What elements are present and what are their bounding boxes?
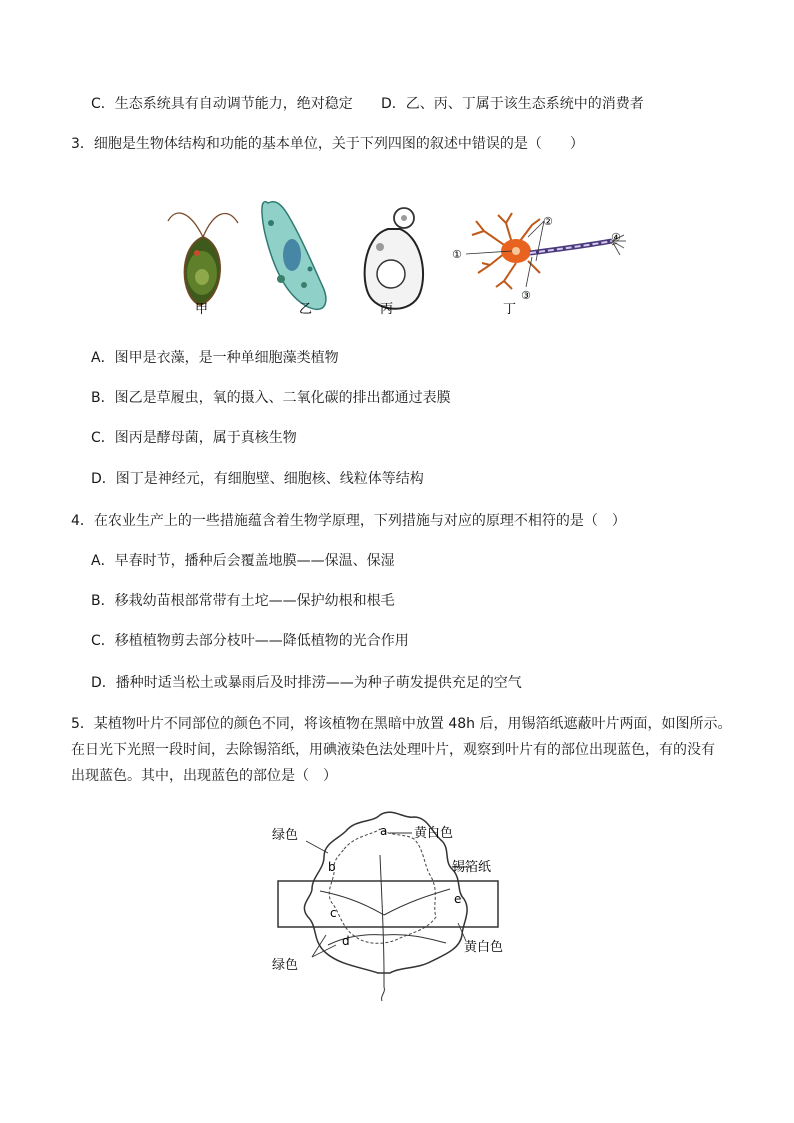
point-letter-d: d (342, 934, 350, 948)
question-3-option-d: D．图丁是神经元，有细胞壁、细胞核、线粒体等结构 (91, 471, 424, 487)
question-5-stem-line-3: 出现蓝色。其中，出现蓝色的部位是（ ） (71, 768, 337, 784)
figure-label-ding: 丁 (503, 302, 517, 317)
question-3-stem: 3．细胞是生物体结构和功能的基本单位，关于下列四图的叙述中错误的是（ ） (71, 136, 584, 152)
figure-label-bing: 丙 (380, 302, 394, 317)
label-yellow-white-top: 黄白色 (414, 826, 454, 841)
figure-label-yi: 乙 (299, 302, 313, 317)
point-letter-e: e (454, 892, 462, 906)
figure-label-jia: 甲 (195, 302, 209, 317)
question-4-stem: 4．在农业生产上的一些措施蕴含着生物学原理，下列措施与对应的原理不相符的是（ ） (71, 513, 626, 529)
question-4-option-c: C．移植植物剪去部分枝叶——降低植物的光合作用 (91, 633, 409, 649)
question-4-option-b: B．移栽幼苗根部常带有土坨——保护幼根和根毛 (91, 593, 395, 609)
yeast-image (365, 208, 423, 309)
option-d-consumers: D．乙、丙、丁属于该生态系统中的消费者 (381, 96, 644, 112)
question-4-option-d: D．播种时适当松土或暴雨后及时排涝——为种子萌发提供充足的空气 (91, 675, 522, 691)
neuron-marker-4: ④ (611, 231, 621, 244)
question-3-option-c: C．图丙是酵母菌，属于真核生物 (91, 430, 297, 446)
leaf-figure (0, 805, 794, 1005)
paramecium-image (262, 202, 326, 310)
question-3-option-b: B．图乙是草履虫，氧的摄入、二氧化碳的排出都通过表膜 (91, 390, 451, 406)
neuron-marker-1: ① (452, 248, 462, 261)
chlamydomonas-image (168, 213, 238, 305)
question-5-stem-line-1: 5．某植物叶片不同部位的颜色不同，将该植物在黑暗中放置 48h 后，用锡箔纸遮蔽叶片两面，如图所示。 (71, 716, 732, 732)
question-3-figure (0, 185, 794, 325)
point-letter-b: b (328, 860, 336, 874)
neuron-marker-3: ③ (521, 289, 531, 302)
neuron-marker-2: ② (543, 215, 553, 228)
question-5-stem-line-2: 在日光下光照一段时间，去除锡箔纸，用碘液染色法处理叶片，观察到叶片有的部位出现蓝色，有的没有 (71, 742, 715, 758)
question-3-option-a: A．图甲是衣藻，是一种单细胞藻类植物 (91, 350, 339, 366)
question-4-option-a: A．早春时节，播种后会覆盖地膜——保温、保湿 (91, 553, 395, 569)
label-green-top: 绿色 (272, 828, 299, 843)
label-green-bottom: 绿色 (272, 958, 299, 973)
point-letter-a: a (380, 824, 388, 838)
point-letter-c: c (330, 906, 337, 920)
label-yellow-white-right: 黄白色 (464, 940, 504, 955)
label-tin-foil: 锡箔纸 (452, 860, 492, 875)
option-c-ecosystem: C．生态系统具有自动调节能力，绝对稳定 (91, 96, 353, 112)
